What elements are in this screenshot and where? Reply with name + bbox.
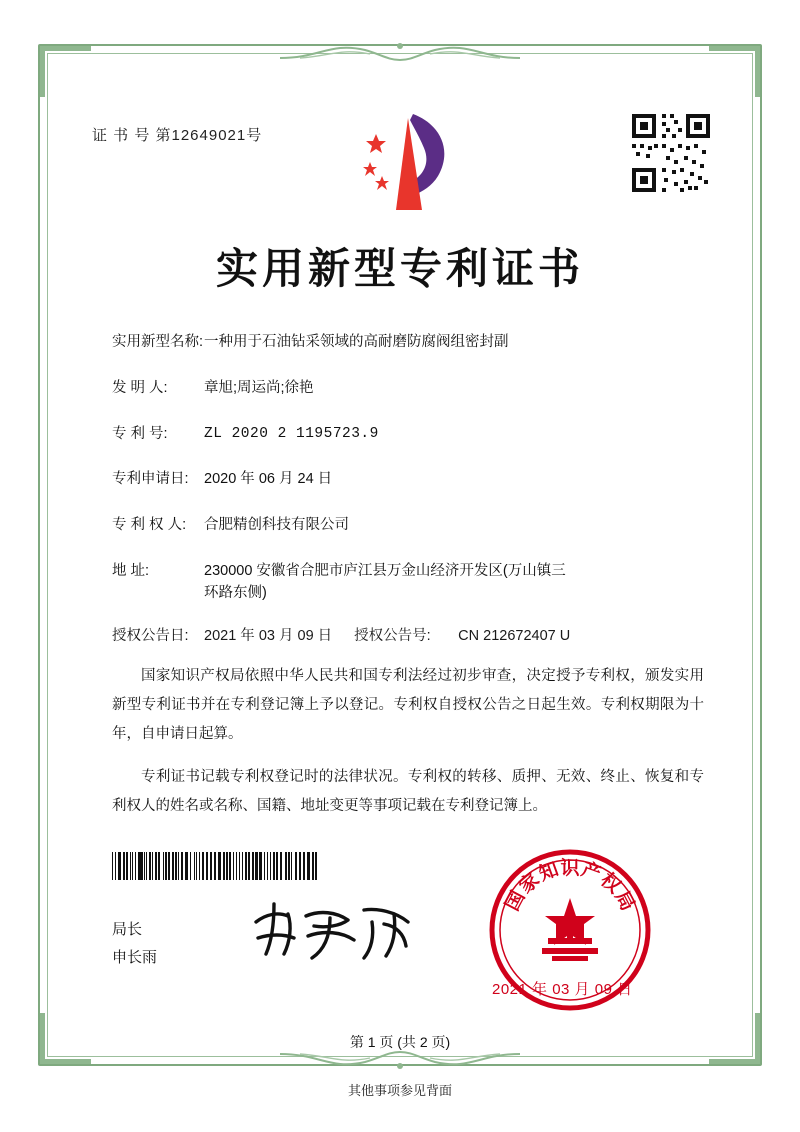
field-label: 专 利 权 人: xyxy=(112,517,187,533)
field-value-continued: 环路东侧) xyxy=(204,584,267,601)
field-grant-announcement xyxy=(112,626,704,648)
field-value: 章旭;周运尚;徐艳 xyxy=(204,379,314,396)
field-application-date xyxy=(112,469,704,491)
certificate-number: 证 书 号 第12649021号 xyxy=(92,127,263,144)
svg-text:局: 局 xyxy=(610,887,639,915)
svg-text:产: 产 xyxy=(578,859,604,886)
svg-text:识: 识 xyxy=(560,858,580,879)
barcode-icon xyxy=(112,852,318,880)
page-number: 第 1 页 (共 2 页) xyxy=(349,1034,451,1050)
corner-ornament-top-right xyxy=(709,46,760,97)
field-address xyxy=(112,561,704,605)
footnote: 其他事项参见背面 xyxy=(347,1083,452,1098)
field-label: 实用新型名称: xyxy=(112,334,204,350)
field-value: ZL 2020 2 1195723.9 xyxy=(204,425,379,442)
signature-labels xyxy=(112,916,157,972)
flourish-ornament-top-icon xyxy=(270,38,530,64)
field-value-wrap xyxy=(204,561,704,605)
handwritten-signature-icon xyxy=(244,896,424,966)
field-value-grant-date: 2021 年 03 月 09 日 xyxy=(204,628,333,645)
corner-ornament-top-left xyxy=(40,46,91,97)
svg-text:知: 知 xyxy=(536,859,562,886)
director-name-label: 申长雨 xyxy=(112,948,158,966)
field-utility-model-name xyxy=(112,332,704,354)
svg-text:国: 国 xyxy=(501,887,530,915)
field-label: 地 址: xyxy=(112,562,150,579)
svg-text:权: 权 xyxy=(596,869,625,898)
field-patentee xyxy=(112,515,704,537)
field-label: 专利申请日: xyxy=(112,471,189,488)
field-label: 发 明 人: xyxy=(112,379,168,396)
field-label-grant-number: 授权公告号: xyxy=(354,628,431,645)
cnipa-logo-icon xyxy=(358,110,458,218)
field-value: 一种用于石油钻采领域的高耐磨防腐阀组密封副 xyxy=(204,334,509,350)
field-list xyxy=(112,332,704,668)
qr-code-icon xyxy=(628,110,714,196)
field-value: 合肥精创科技有限公司 xyxy=(204,517,349,533)
field-value-grant-number: CN 212672407 U xyxy=(458,628,571,645)
field-label: 专 利 号: xyxy=(112,425,168,442)
field-patent-number xyxy=(112,424,704,446)
field-value: 230000 安徽省合肥市庐江县万金山经济开发区(万山镇三 xyxy=(204,562,566,579)
legal-paragraph: 专利证书记载专利权登记时的法律状况。专利权的转移、质押、无效、终止、恢复和专利权人的姓名或名称、国籍、地址变更等事项记载在专利登记簿上。 xyxy=(112,769,704,814)
legal-text-block xyxy=(112,662,704,835)
svg-text:家: 家 xyxy=(515,869,544,898)
page-title: 实用新型专利证书 xyxy=(215,247,584,293)
field-inventors xyxy=(112,378,704,400)
seal-date: 2021 年 03 月 09 日 xyxy=(492,981,633,998)
field-value: 2020 年 06 月 24 日 xyxy=(204,471,333,488)
legal-paragraph: 国家知识产权局依照中华人民共和国专利法经过初步审查，决定授予专利权，颁发实用新型专利证书并在专利登记簿上予以登记。专利权自授权公告之日起生效。专利权期限为十年，自申请日起算。 xyxy=(112,668,704,742)
director-title-label: 局长 xyxy=(112,921,143,938)
field-label-grant-date: 授权公告日: xyxy=(112,628,189,645)
